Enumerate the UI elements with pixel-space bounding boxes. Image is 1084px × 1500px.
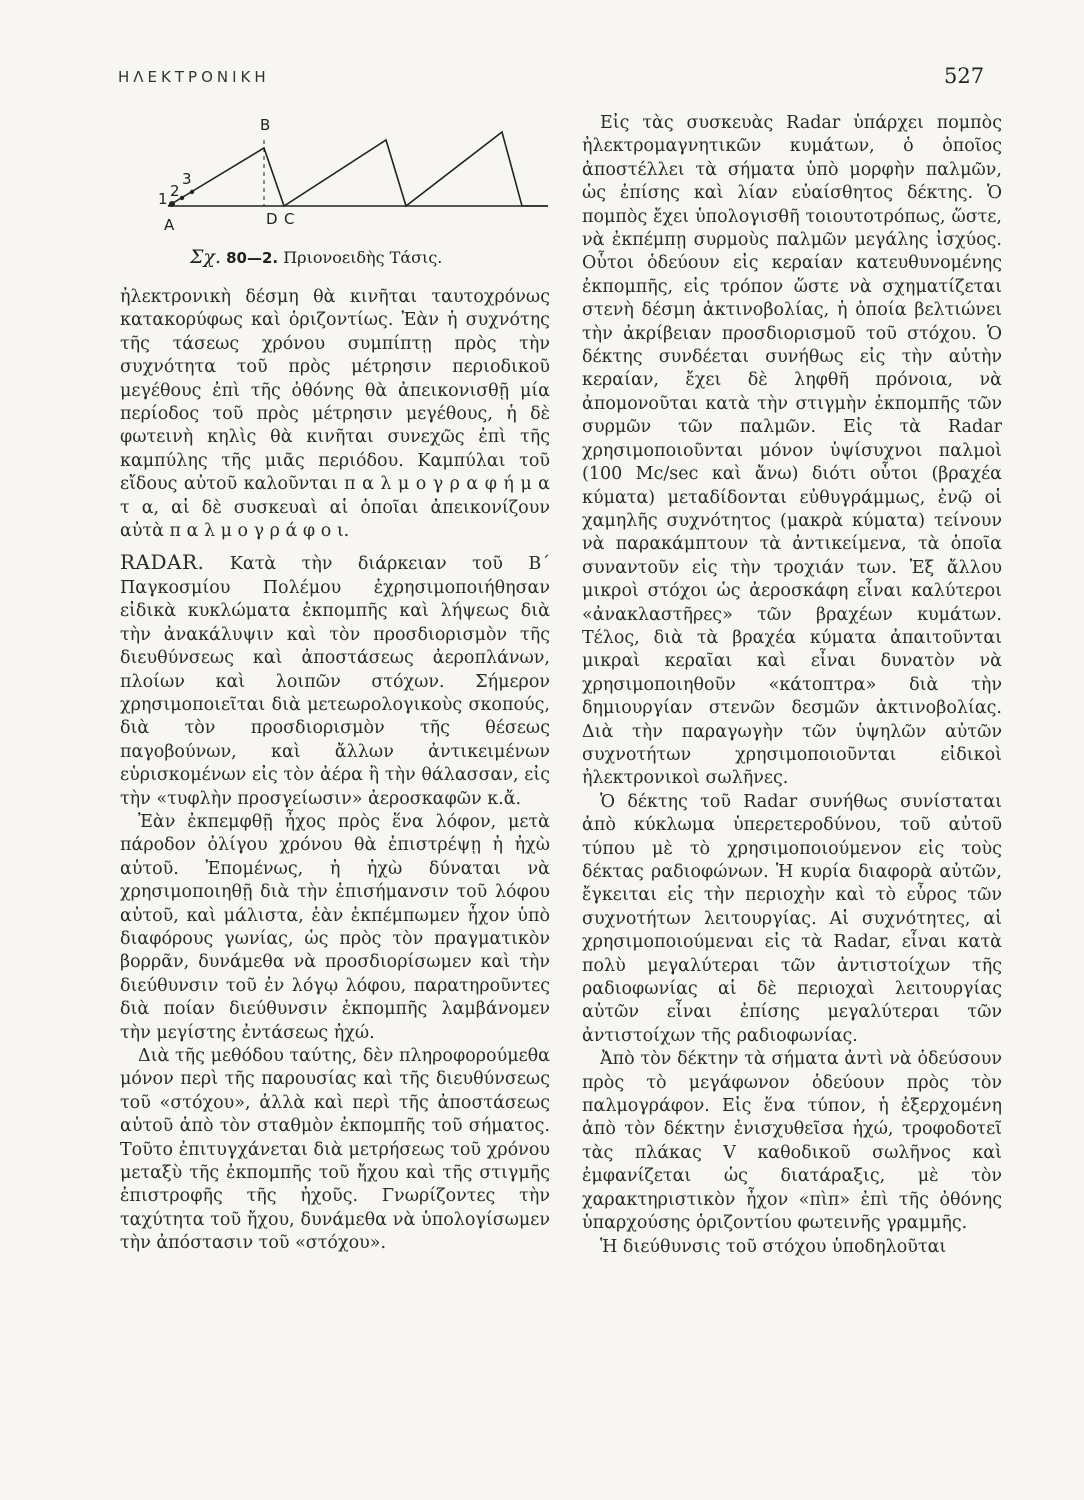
paragraph: ἠλεκτρονικὴ δέσμη θὰ κινῆται ταυτοχρόνως κατακορύφως καὶ ὁριζοντίως. Ἐὰν ἡ συχνότης τῆς τάσεως χρόνου συμπίπτῃ πρὸς τὴν συχνότητα τοῦ πρὸς μέτρησιν περιοδικοῦ μεγέθους ἐπὶ τῆς ὀθόνης θὰ ἀπεικονισθῇ μία περίοδος τοῦ πρὸς μέτρησιν μεγέθους, ἡ δὲ φωτεινὴ κηλὶς θὰ κινῆται συνεχῶς ἐπὶ τῆς καμπύλης τῆς μιᾶς περιόδου. Καμπύλαι τοῦ εἴδους αὐτοῦ καλοῦνται π α λ μ ο γ ρ α φ ή μ α τ α, αἱ δὲ συσκευαὶ αἱ ὁποῖαι ἀπεικονίζουν αὐτὰ π α λ μ ο γ ρ ά φ ο ι. [120,287,550,542]
running-head: ΗΛΕΚΤΡΟΝΙΚΗ [118,68,270,86]
point-marker [190,190,194,194]
paragraph-text: Κατὰ τὴν διάρκειαν τοῦ Β΄ Παγκοσμίου Πολέμου ἐχρησιμοποιήθησαν εἰδικὰ κυκλώματα ἐκπομπῆς καὶ λήψεως διὰ τὴν ἀνακάλυψιν καὶ τὸν προσδιορισμὸν τῆς διευθύνσεως καὶ ἀποστάσεως ἀεροπλάνων, πλοίων καὶ λοιπῶν στόχων. Σήμερον χρησιμοποιεῖται διὰ μετεωρολογικοὺς σκοπούς, διὰ τὸν προσδιορισμὸν τῆς θέσεως παγοβούνων, καὶ ἄλλων ἀντικειμένων εὑρισκομένων εἰς τὸν ἀέρα ἢ τὴν θάλασσαν, εἰς τὴν «τυφλὴν προσγείωσιν» ἀεροσκαφῶν κ.ἄ. [120,554,550,809]
paragraph: Ἡ διεύθυνσις τοῦ στόχου ὑποδηλοῦται [600,1236,947,1257]
caption-text: Πριονοειδὴς Τάσις. [283,248,443,267]
label-2: 2 [170,182,180,200]
paragraph: Εἰς τὰς συσκευὰς Radar ὑπάρχει πομπὸς ἠλεκτρομαγνητικῶν κυμάτων, ὁ ὁποῖος ἀποστέλλει τὰ σήματα ὑπὸ μορφὴν παλμῶν, ὡς ἐπίσης καὶ λίαν εὐαίσθητος δέκτης. Ὁ πομπὸς ἔχει ὑπολογισθῆ τοιουτοτρόπως, ὥστε, νὰ ἐκπέμπῃ συρμοὺς παλμῶν μεγάλης ἰσχύος. Οὗτοι ὁδεύουν εἰς κεραίαν κατευθυνομένης ἐκπομπῆς, εἰς τρόπον ὥστε νὰ σχηματίζεται στενὴ δέσμη ἀκτινοβολίας, ἡ ὁποία βελτιώνει τὴν ἀκρίβειαν προσδιορισμοῦ τοῦ στόχου. Ὁ δέκτης συνδέεται συνήθως εἰς τὴν αὐτὴν κεραίαν, ἔχει δὲ ληφθῆ πρόνοια, νὰ ἀπομονοῦται κατὰ τὴν στιγμὴν ἐκπομπῆς τῶν συρμῶν τῶν παλμῶν. Εἰς τὰ Radar χρησιμοποιοῦνται μόνον ὑψίσυχνοι παλμοὶ (100 Mc/sec καὶ ἄνω) διότι οὗτοι (βραχέα κύματα) μεταδίδονται εὐθυγράμμως, ἐνῷ οἱ χαμηλῆς συχνότητος (μακρὰ κύματα) τείνουν νὰ παρακάμπτουν τὰ ἀντικείμενα, τὰ ὁποῖα συναντοῦν εἰς τὴν τροχιάν των. Ἐξ ἄλλου μικροὶ στόχοι ὡς ἀεροσκάφη εἶναι καλύτεροι «ἀνακλαστῆρες» τῶν βραχέων κυμάτων. Τέλος, διὰ τὰ βραχέα κύματα ἀπαιτοῦνται μικραὶ κεραῖαι καὶ εἶναι δυνατὸν νὰ χρησιμοποιηθοῦν «κάτοπτρα» διὰ τὴν δημιουργίαν στενῶν δεσμῶν ἀκτινοβολίας. Διὰ τὴν παραγωγὴν τῶν ὑψηλῶν αὐτῶν συχνοτήτων χρησιμοποιοῦνται εἰδικοὶ ἠλεκτρονικοὶ σωλῆνες. [582,113,1002,789]
caption-number: 80—2. [226,249,279,267]
radar-paragraph [120,551,550,810]
paragraph: Ἀπὸ τὸν δέκτην τὰ σήματα ἀντὶ νὰ ὁδεύσουν πρὸς τὸ μεγάφωνον ὁδεύουν πρὸς τὸν παλμογράφον. Εἰς ἕνα τύπον, ἡ ἐξερχομένη ἀπὸ τὸν δέκτην ἐνισχυθεῖσα ἠχώ, τροφοδοτεῖ τὰς πλάκας V καθοδικοῦ σωλῆνος καὶ ἐμφανίζεται ὡς διατάραξις, μὲ τὸν χαρακτηριστικὸν ἦχον «πὶπ» ἐπὶ τῆς ὀθόνης ὑπαρχούσης ὁριζοντίου φωτεινῆς γραμμῆς. [582,1049,1002,1234]
label-c: C [284,210,295,228]
paragraph: Ἐὰν ἐκπεμφθῇ ἦχος πρὸς ἕνα λόφον, μετὰ πάροδον ὀλίγου χρόνου θὰ ἐπιστρέψῃ ἡ ἠχὼ αὐτοῦ. Ἐπομένως, ἡ ἠχὼ δύναται νὰ χρησιμοποιηθῇ διὰ τὴν ἐπισήμανσιν τοῦ λόφου αὐτοῦ, καὶ μάλιστα, ἐὰν ἐκπέμπωμεν ἦχον ὑπὸ διαφόρους γωνίας, ὡς πρὸς τὸν πραγματικὸν βορρᾶν, δυνάμεθα νὰ προσδιορίσωμεν καὶ τὴν διεύθυνσιν τοῦ ἐν λόγῳ λόφου, παρατηροῦντες διὰ ποίαν διεύθυνσιν ἐκπομπῆς λαμβάνομεν τὴν μεγίστης ἐντάσεως ἠχώ. [120,811,550,1043]
label-3: 3 [182,170,192,188]
paragraph: Ὁ δέκτης τοῦ Radar συνήθως συνίσταται ἀπὸ κύκλωμα ὑπερετεροδύνου, τοῦ αὐτοῦ τύπου μὲ τὸ χρησιμοποιούμενον εἰς τοὺς δέκτας ραδιοφώνων. Ἡ κυρία διαφορὰ αὐτῶν, ἔγκειται εἰς τὴν περιοχὴν καὶ τὸ εὖρος τῶν συχνοτήτων λειτουργίας. Αἱ συχνότητες, αἱ χρησιμοποιούμεναι εἰς τὰ Radar, εἶναι κατὰ πολὺ μεγαλύτεραι τῶν ἀντιστοίχων τῆς ραδιοφωνίας αἱ δὲ περιοχαὶ λειτουργίας αὐτῶν εἶναι ἐπίσης μεγαλύτεραι τῶν ἀντιστοίχων τῆς ραδιοφωνίας. [582,791,1002,1046]
page-number: 527 [944,64,985,88]
label-b: B [260,116,271,134]
label-a: A [164,216,175,234]
label-1: 1 [158,190,168,208]
right-column [582,112,1002,1259]
figure-caption [190,246,442,268]
paragraph: Διὰ τῆς μεθόδου ταύτης, δὲν πληροφορούμεθα μόνον περὶ τῆς παρουσίας καὶ τῆς διευθύνσεως τοῦ «στόχου», ἀλλὰ καὶ περὶ τῆς ἀποστάσεως αὐτοῦ ἀπὸ τὸν σταθμὸν ἐκπομπῆς τοῦ σήματος. Τοῦτο ἐπιτυγχάνεται διὰ μετρήσεως τοῦ χρόνου μεταξὺ τῆς ἐκπομπῆς τοῦ ἤχου καὶ τῆς στιγμῆς ἐπιστροφῆς τῆς ἠχοῦς. Γνωρίζοντες τὴν ταχύτητα τοῦ ἤχου, δυνάμεθα νὰ ὑπολογίσωμεν τὴν ἀπόστασιν τοῦ «στόχου». [120,1046,550,1254]
left-column [120,286,550,1256]
sawtooth-wave [168,132,548,206]
point-marker [180,196,184,200]
label-d: D [266,210,278,228]
point-marker [169,201,175,207]
section-heading-radar: RADAR. [120,550,205,575]
caption-prefix: Σχ. [190,246,221,268]
